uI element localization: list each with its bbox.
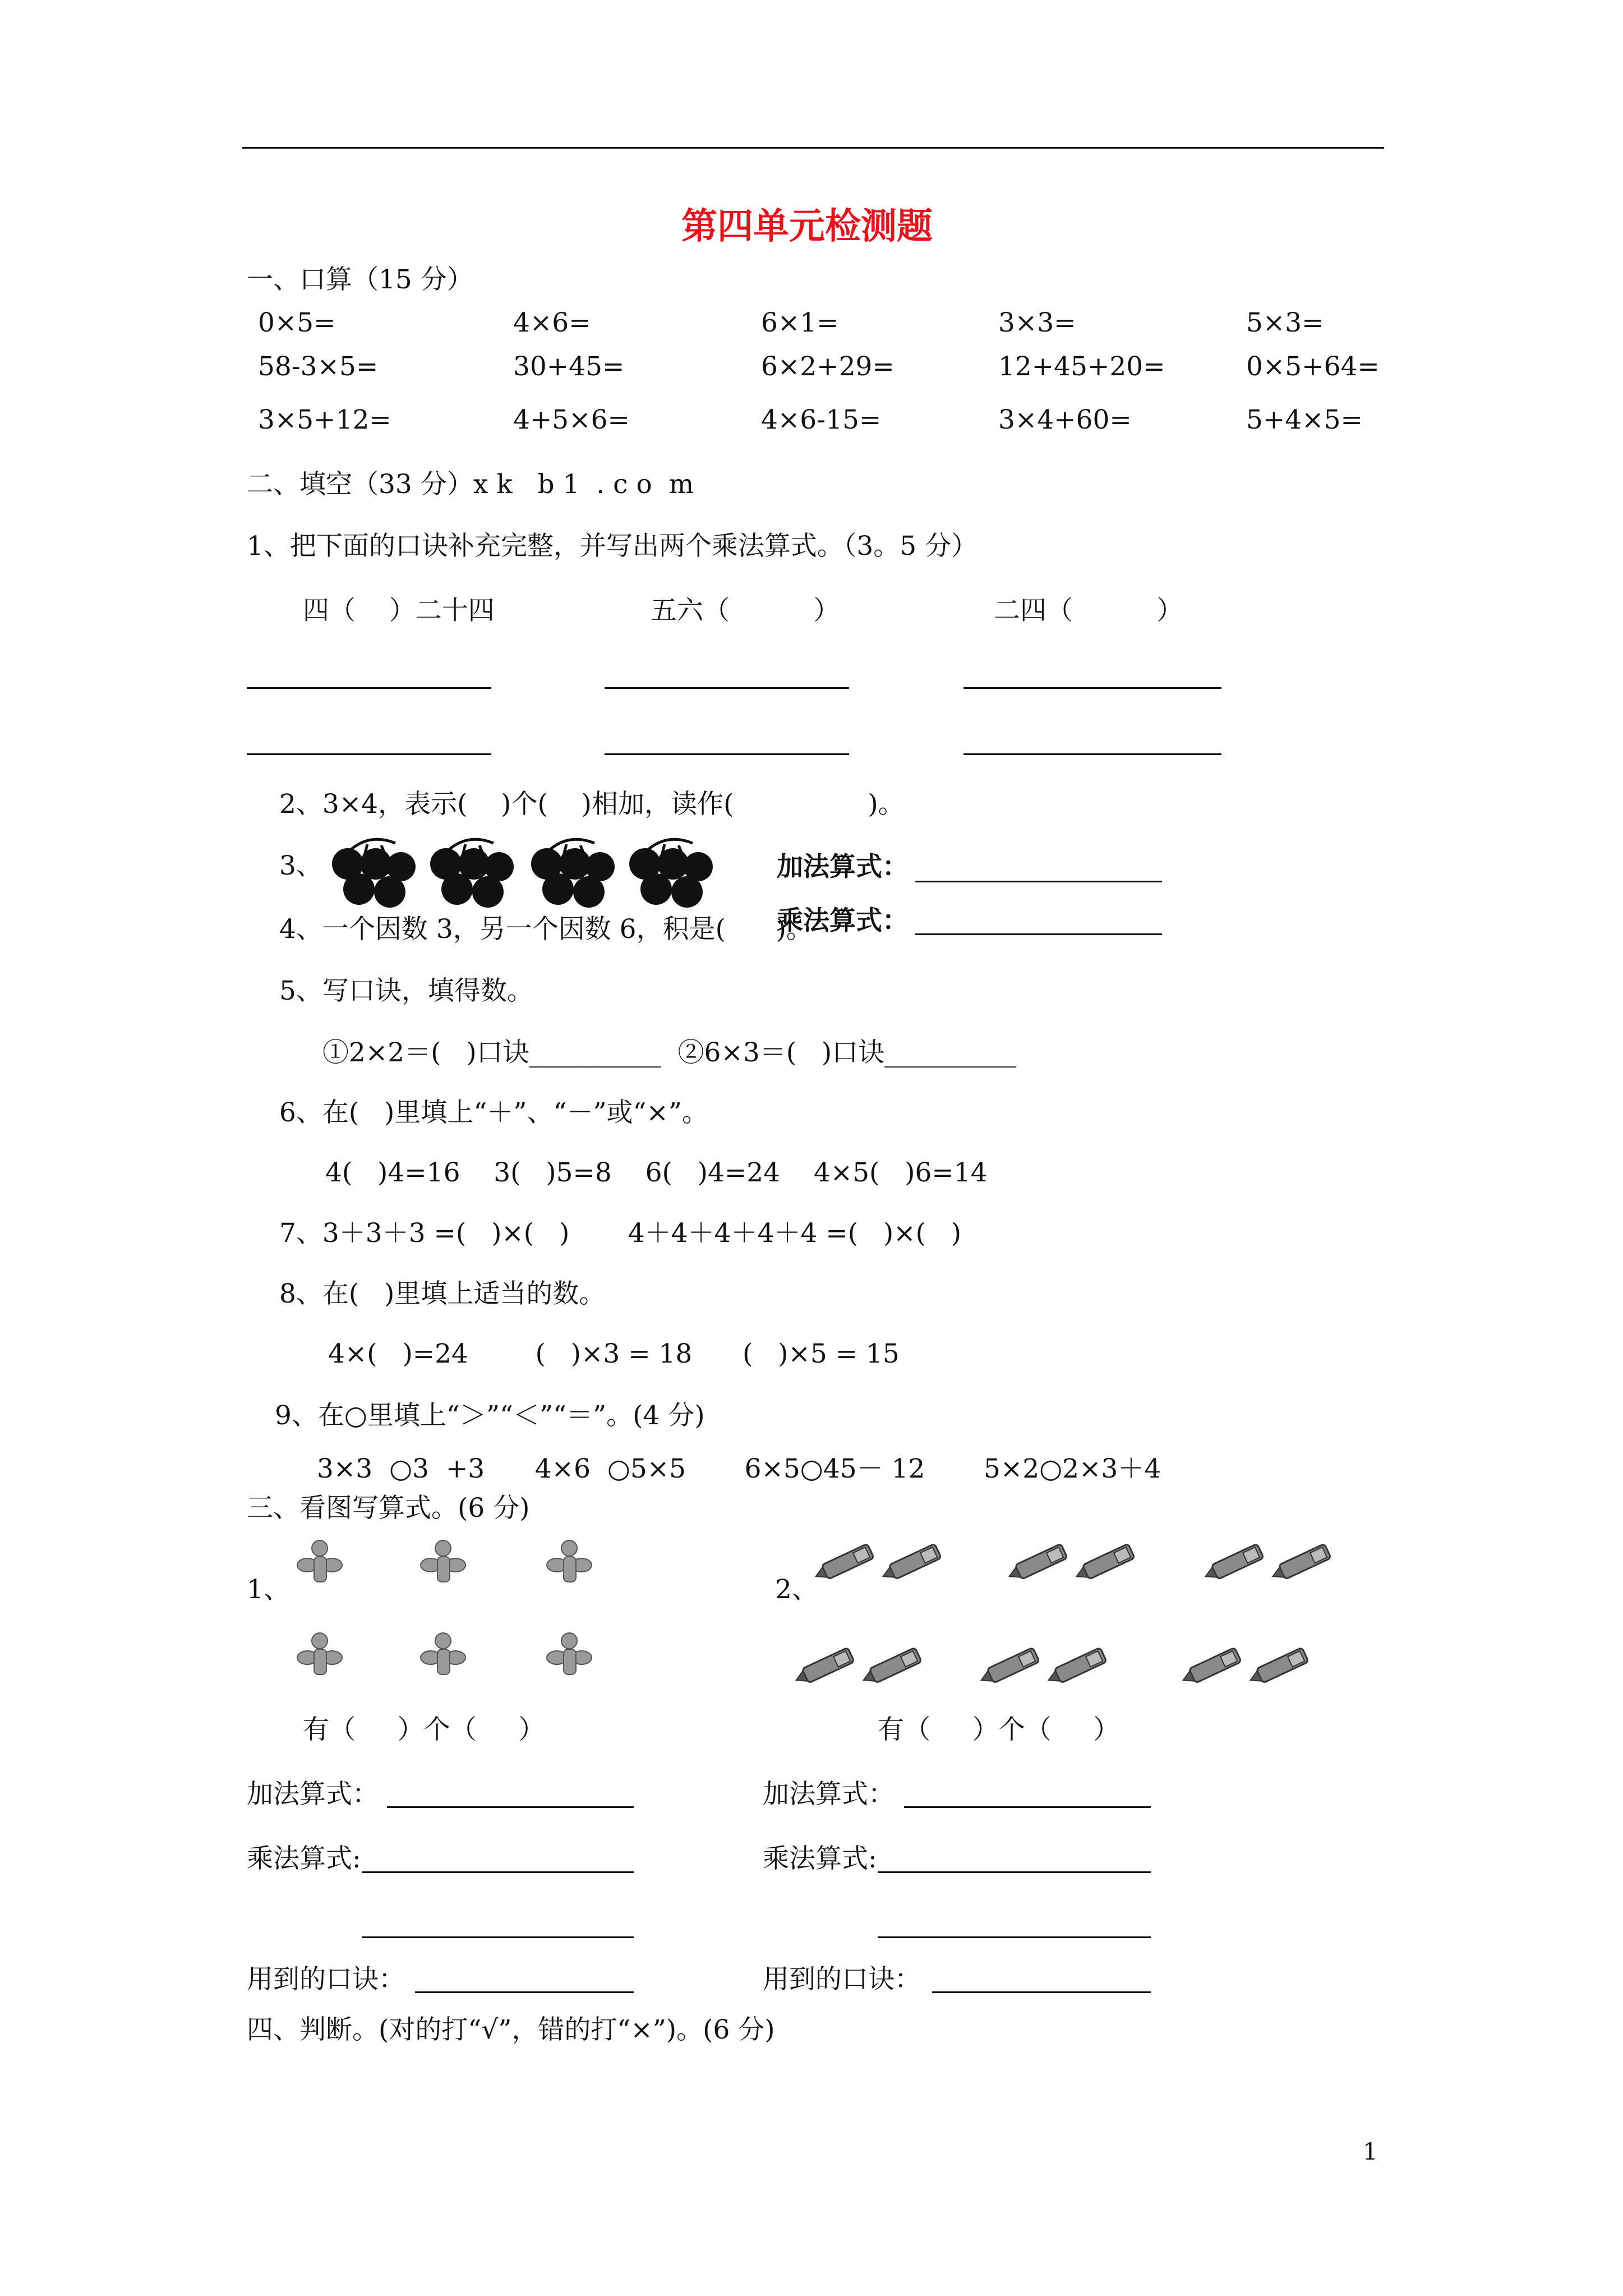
answer-line[interactable] bbox=[362, 1871, 634, 1873]
q3-label: 3、 bbox=[279, 850, 322, 881]
answer-line[interactable] bbox=[963, 753, 1221, 755]
calc-item: 6×1= bbox=[761, 307, 839, 338]
page-number: 1 bbox=[1363, 2138, 1378, 2165]
calc-item: 4+5×6= bbox=[513, 404, 630, 435]
answer-line[interactable] bbox=[247, 687, 491, 689]
calc-item: 0×5+64= bbox=[1246, 351, 1380, 382]
answer-line[interactable] bbox=[904, 1806, 1151, 1808]
section2-heading: 二、填空（33 分）x k b 1 . c o m bbox=[247, 469, 694, 500]
q3-mul-label: 乘法算式： bbox=[777, 905, 909, 936]
calc-item: 6×2+29= bbox=[761, 351, 895, 382]
answer-line[interactable] bbox=[915, 933, 1162, 935]
calc-item: 3×3= bbox=[998, 307, 1076, 338]
header-rule bbox=[242, 147, 1384, 149]
calc-item: 5+4×5= bbox=[1246, 404, 1363, 435]
add-label-left: 加法算式： bbox=[247, 1779, 379, 1810]
q5-line: ①2×2＝( )口诀__________ ②6×3＝( )口诀__________ bbox=[322, 1037, 1017, 1068]
section4-heading: 四、判断。(对的打“√”，错的打“×”)。(6 分) bbox=[247, 2014, 775, 2045]
q9-text: 9、在○里填上“＞”“＜”“＝”。(4 分) bbox=[275, 1400, 705, 1431]
fairy-figures-icons bbox=[292, 1534, 606, 1703]
answer-line[interactable] bbox=[932, 1991, 1151, 1993]
q2-text: 2、3×4，表示( )个( )相加，读作( )。 bbox=[279, 789, 905, 820]
fig1-label: 1、 bbox=[247, 1574, 290, 1605]
q8-line: 4×( )=24 ( )×3 = 18 ( )×5 = 15 bbox=[328, 1338, 900, 1369]
q6-line: 4( )4=16 3( )5=8 6( )4=24 4×5( )6=14 bbox=[325, 1157, 988, 1188]
add-label-right: 加法算式： bbox=[763, 1779, 895, 1810]
cherry-group-icons bbox=[328, 833, 732, 912]
answer-line[interactable] bbox=[878, 1936, 1151, 1938]
fig2-label: 2、 bbox=[775, 1574, 818, 1605]
marker-pens-icons bbox=[796, 1540, 1346, 1708]
answer-line[interactable] bbox=[605, 687, 849, 689]
mul-label-left: 乘法算式: bbox=[247, 1843, 361, 1874]
calc-item: 3×4+60= bbox=[998, 404, 1132, 435]
q9-line: 3×3 ○3 +3 4×6 ○5×5 6×5○45－ 12 5×2○2×3＋4 bbox=[317, 1453, 1161, 1484]
calc-item: 12+45+20= bbox=[998, 351, 1165, 382]
calc-item: 5×3= bbox=[1246, 307, 1324, 338]
q3-add-label: 加法算式： bbox=[777, 852, 909, 882]
section1-heading: 一、口算（15 分） bbox=[247, 264, 473, 295]
calc-item: 0×5= bbox=[258, 307, 336, 338]
answer-line[interactable] bbox=[362, 1936, 634, 1938]
calc-item: 30+45= bbox=[513, 351, 625, 382]
q5-text: 5、写口诀，填得数。 bbox=[279, 976, 533, 1006]
q7-text: 7、3＋3＋3 =( )×( ) 4＋4＋4＋4＋4 =( )×( ) bbox=[279, 1218, 962, 1249]
q1-text: 1、把下面的口诀补充完整，并写出两个乘法算式。（3。5 分） bbox=[247, 531, 978, 562]
you-left: 有（ ）个（ ） bbox=[303, 1714, 545, 1745]
page-title: 第四单元检测题 bbox=[681, 205, 933, 247]
you-right: 有（ ）个（ ） bbox=[878, 1714, 1120, 1745]
answer-line[interactable] bbox=[963, 687, 1221, 689]
q1-item: 五六（ ） bbox=[651, 595, 840, 626]
q8-text: 8、在( )里填上适当的数。 bbox=[279, 1278, 606, 1309]
calc-item: 58-3×5= bbox=[258, 351, 379, 382]
koujue-label-left: 用到的口诀： bbox=[247, 1964, 405, 1995]
answer-line[interactable] bbox=[415, 1991, 634, 1993]
answer-line[interactable] bbox=[387, 1806, 634, 1808]
answer-line[interactable] bbox=[605, 753, 849, 755]
q1-item: 四（ ）二十四 bbox=[303, 595, 495, 626]
calc-item: 4×6= bbox=[513, 307, 591, 338]
answer-line[interactable] bbox=[247, 753, 491, 755]
answer-line[interactable] bbox=[915, 881, 1162, 882]
calc-item: 4×6-15= bbox=[761, 404, 882, 435]
q1-item: 二四（ ） bbox=[994, 595, 1183, 626]
koujue-label-right: 用到的口诀： bbox=[763, 1964, 921, 1995]
answer-line[interactable] bbox=[878, 1871, 1151, 1873]
mul-label-right: 乘法算式: bbox=[763, 1843, 877, 1874]
q4-text: 4、一个因数 3，另一个因数 6，积是( )。 bbox=[279, 914, 813, 945]
section3-heading: 三、看图写算式。(6 分) bbox=[247, 1493, 530, 1524]
calc-item: 3×5+12= bbox=[258, 404, 391, 435]
q6-text: 6、在( )里填上“＋”、“－”或“×”。 bbox=[279, 1097, 708, 1128]
